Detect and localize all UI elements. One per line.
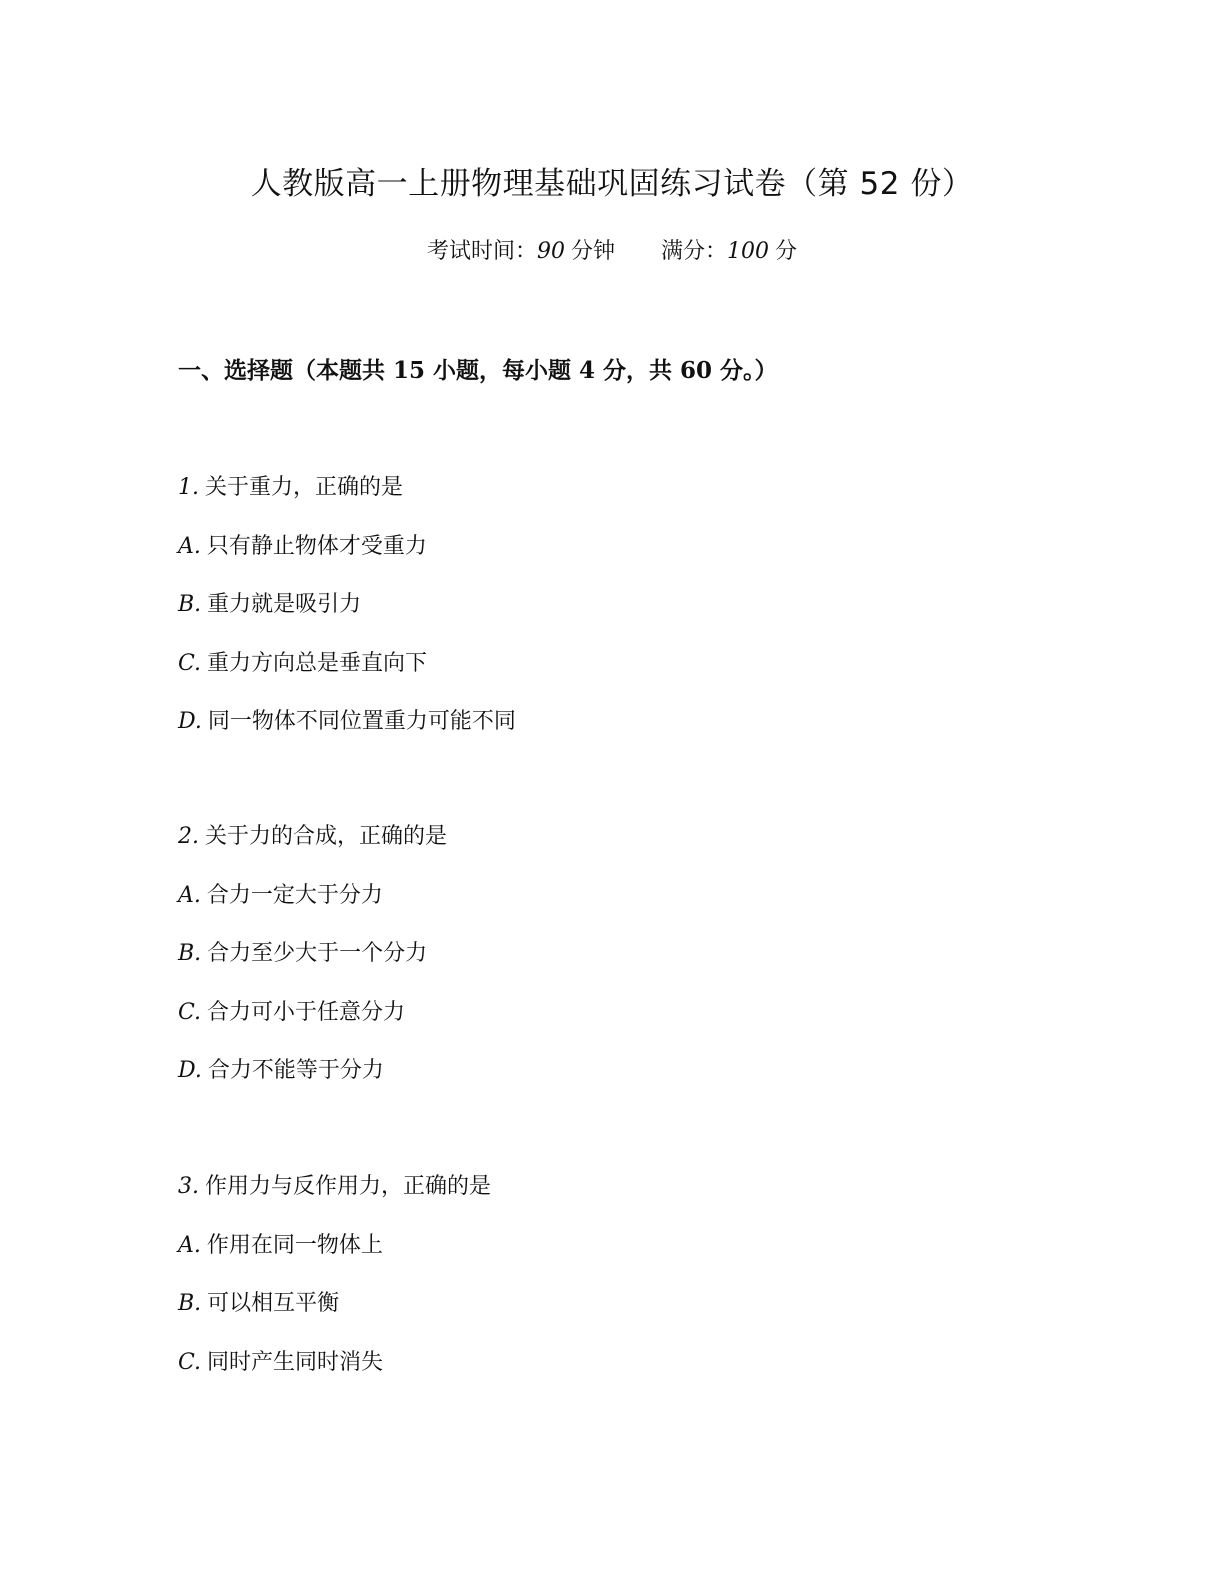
option-label: D.: [178, 1058, 202, 1083]
page-title: 人教版高一上册物理基础巩固练习试卷（第 52 份）: [250, 166, 974, 202]
option-c[interactable]: [178, 649, 516, 708]
option-a[interactable]: [178, 881, 447, 940]
option-d[interactable]: [178, 1056, 447, 1115]
option-text: 只有静止物体才受重力: [206, 533, 427, 559]
question-stem: [178, 822, 447, 881]
option-text: 同时产生同时消失: [207, 1349, 384, 1375]
time-value: 90: [536, 239, 565, 264]
option-label: D.: [178, 709, 202, 734]
option-text: 作用在同一物体上: [206, 1232, 383, 1258]
option-c[interactable]: [178, 998, 447, 1057]
option-text: 合力不能等于分力: [207, 1058, 384, 1083]
option-text: 同一物体不同位置重力可能不同: [207, 709, 516, 734]
option-text: 合力至少大于一个分力: [207, 941, 428, 966]
section-heading: 一、选择题（本题共 15 小题，每小题 4 分，共 60 分。）: [178, 357, 778, 384]
question-number: 3.: [178, 1174, 199, 1199]
option-text: 重力方向总是垂直向下: [207, 650, 428, 676]
option-d[interactable]: [178, 707, 516, 766]
question-text: 作用力与反作用力，正确的是: [205, 1174, 492, 1199]
option-label: A.: [178, 533, 201, 559]
option-label: A.: [178, 882, 201, 908]
option-text: 重力就是吸引力: [207, 592, 362, 617]
option-label: B.: [178, 592, 202, 617]
question-stem: [178, 473, 516, 532]
score-unit: 分: [775, 239, 798, 264]
time-unit: 分钟: [570, 239, 615, 264]
option-b[interactable]: [178, 1289, 491, 1348]
option-label: C.: [178, 999, 202, 1025]
option-text: 合力一定大于分力: [206, 882, 383, 908]
option-label: B.: [178, 1291, 202, 1316]
option-a[interactable]: [178, 532, 516, 591]
exam-info: [0, 234, 1224, 265]
option-a[interactable]: [178, 1231, 491, 1290]
question-3: [178, 1172, 491, 1406]
question-2: [178, 822, 447, 1115]
option-label: B.: [178, 941, 202, 966]
question-number: 1.: [178, 475, 199, 500]
question-number: 2.: [178, 824, 199, 849]
option-text: 合力可小于任意分力: [207, 999, 406, 1025]
question-text: 关于重力，正确的是: [205, 475, 404, 500]
question-stem: [178, 1172, 491, 1231]
time-label: 考试时间：: [426, 239, 537, 264]
question-text: 关于力的合成，正确的是: [205, 824, 448, 849]
option-label: C.: [178, 1349, 202, 1375]
score-label: 满分：: [661, 239, 728, 264]
option-c[interactable]: [178, 1348, 491, 1407]
option-b[interactable]: [178, 939, 447, 998]
option-text: 可以相互平衡: [207, 1291, 340, 1316]
score-value: 100: [727, 239, 770, 264]
question-1: [178, 473, 516, 766]
option-label: A.: [178, 1232, 201, 1258]
option-b[interactable]: [178, 590, 516, 649]
option-label: C.: [178, 650, 202, 676]
